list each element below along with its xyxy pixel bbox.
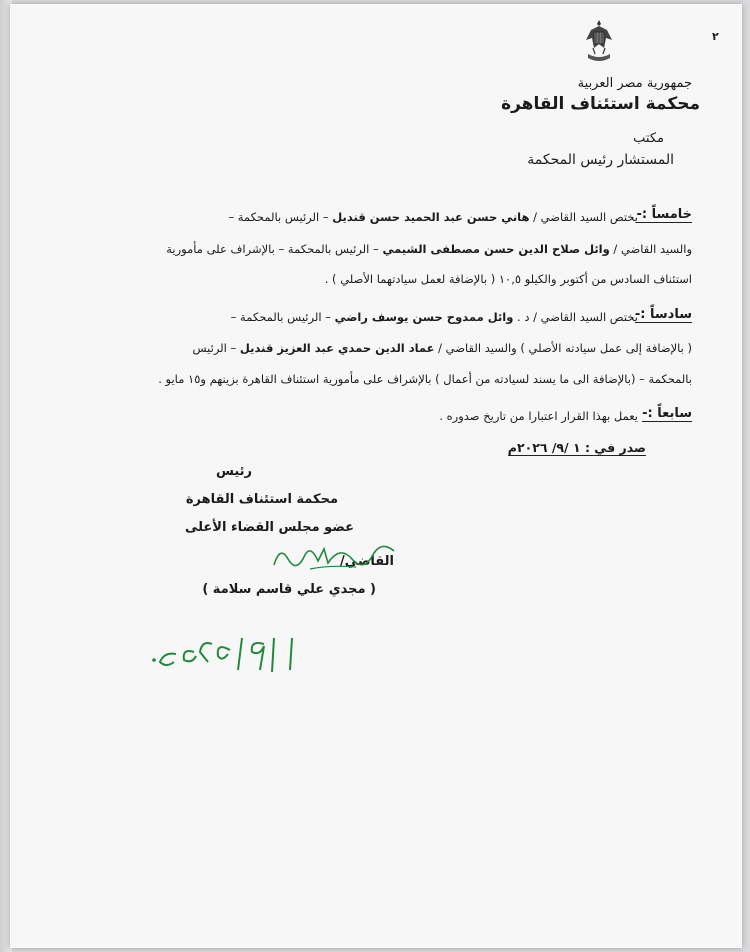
signature-title: رئيس [215,464,252,479]
section-line: بالمحكمة – (بالإضافة الى ما يسند لسيادته من أعمال ) بالإشراف على مأمورية استئناف القاهرة بزينهم و١٥ مايو . [158,372,692,386]
section-line: ( بالإضافة إلى عمل سيادته الأصلي ) والسيد القاضي / عماد الدين حمدي عبد العزيز قنديل – الرئيس [192,341,692,355]
header-office: مكتب [633,131,664,146]
handwritten-date-icon [146,632,306,676]
section-label-fifth: خامساً :- [636,207,692,222]
signature-name: ( مجدي علي قاسم سلامة ) [202,582,376,597]
header-office-title: المستشار رئيس المحكمة [527,152,674,168]
page-number: ٢ [712,30,719,43]
section-line: استئناف السادس من أكتوبر والكيلو ١٠,٥ ( بالإضافة لعمل سيادتهما الأصلي ) . [324,272,692,286]
section-line: يعمل بهذا القرار اعتبارا من تاريخ صدوره . [439,409,638,423]
signature-council: عضو مجلس القضاء الأعلى [184,520,354,535]
section-line: يختص السيد القاضي / هاني حسن عبد الحميد حسن قنديل – الرئيس بالمحكمة – [228,210,638,224]
header-country: جمهورية مصر العربية [577,76,692,91]
section-line: يختص السيد القاضي / د . وائل ممدوح حسن يوسف راضي – الرئيس بالمحكمة – [230,310,638,324]
issued-date: صدر في : ١ /٩/ ٢٠٢٦م [507,440,646,455]
section-label-sixth: سادساً :- [634,307,692,322]
handwritten-signature-icon [270,535,400,575]
eagle-emblem-icon [582,18,616,64]
section-line: والسيد القاضي / وائل صلاح الدين حسن مصطفى الشيمي – الرئيس بالمحكمة – بالإشراف على مأمورية [166,242,692,256]
section-label-seventh: سابعاً :- [642,406,692,421]
header-court: محكمة استئناف القاهرة [501,94,700,114]
signature-judge-prefix: القاضي/ [339,554,394,569]
signature-court: محكمة استئناف القاهرة [185,492,338,507]
